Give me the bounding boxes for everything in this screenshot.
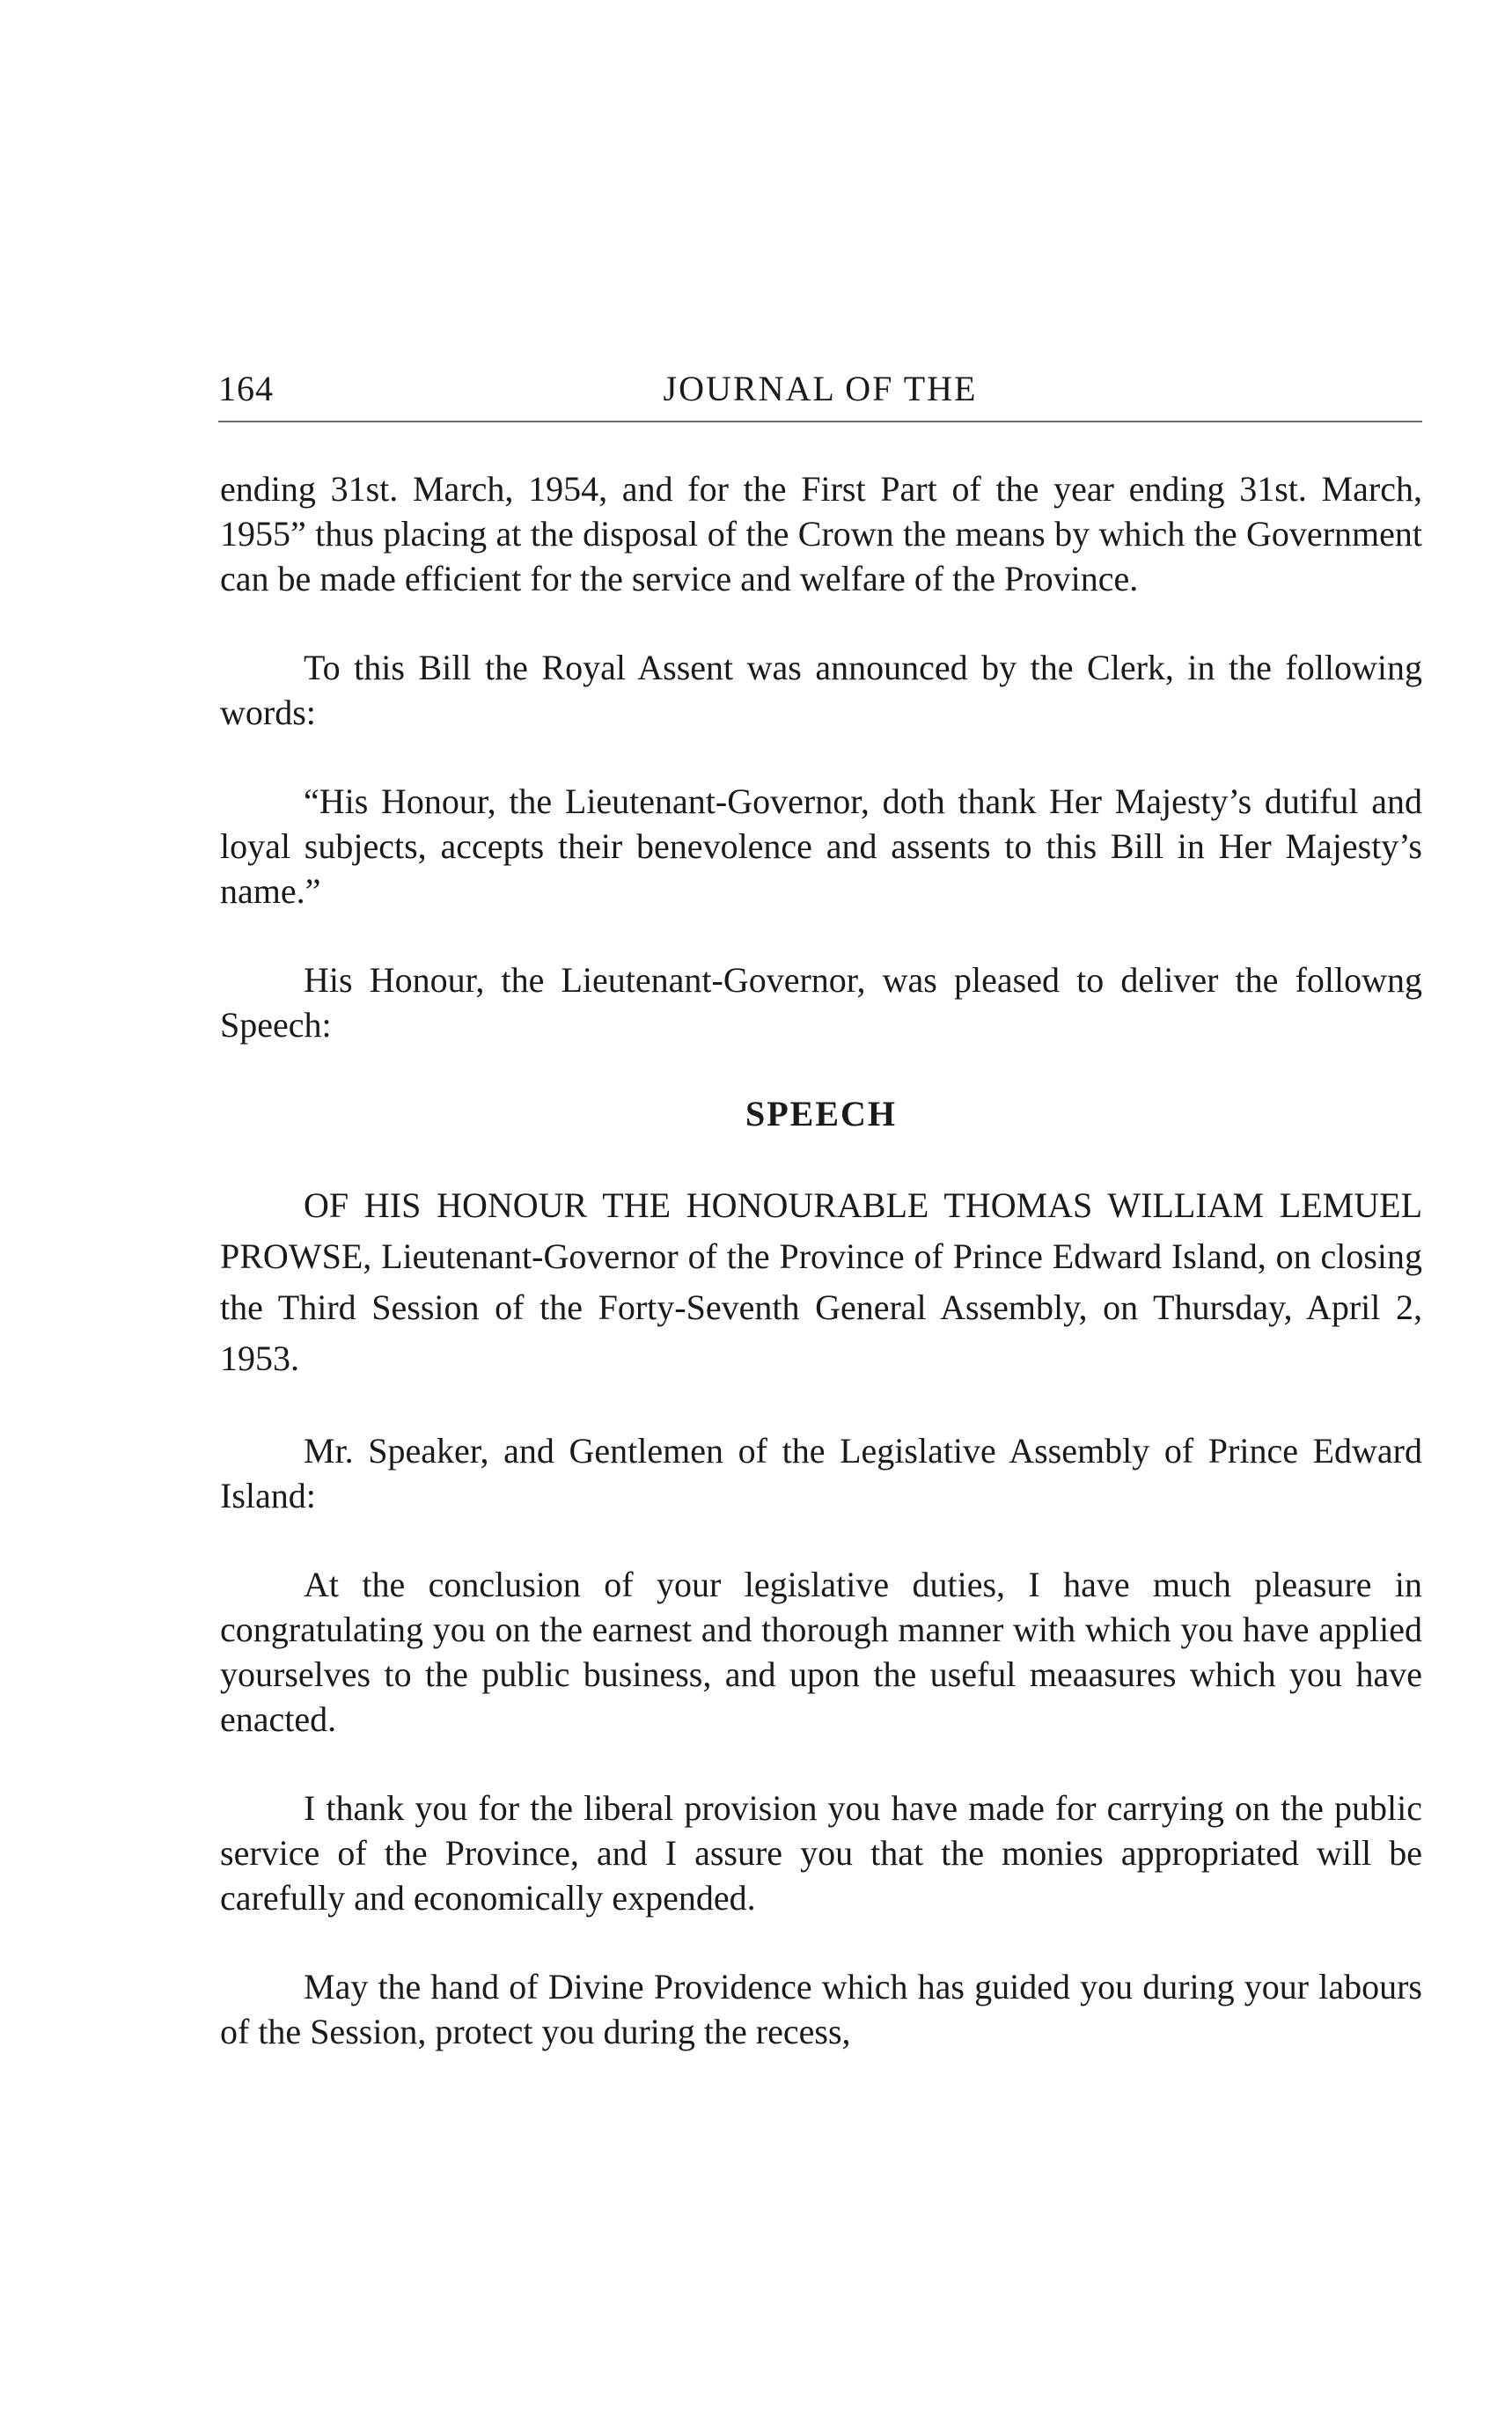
speech-paragraph: I thank you for the liberal provision you have made for carrying on the public service of the Province, and I assure you that the monies appropriated will be carefully and economically expended. bbox=[220, 1788, 1422, 1918]
paragraph-royal-assent: To this Bill the Royal Assent was announced by the Clerk, in the following words: bbox=[220, 648, 1422, 732]
page-header bbox=[218, 363, 1422, 415]
body-text bbox=[220, 466, 1422, 2054]
paragraph-speech-intro: His Honour, the Lieutenant-Governor, was pleased to deliver the followng Speech: bbox=[220, 960, 1422, 1045]
header-rule bbox=[218, 421, 1422, 422]
running-head: JOURNAL OF THE bbox=[663, 369, 978, 408]
paragraph-continued: ending 31st. March, 1954, and for the First Part of the year ending 31st. March, 1955” thus placing at the disposal of the Crown the means by which the Government can be made efficient for the service and welfare of the Province. bbox=[220, 469, 1422, 598]
paragraph-assent-quote: “His Honour, the Lieutenant-Governor, doth thank Her Majesty’s dutiful and loyal subjects, accepts their benevolence and assents to this Bill in Her Majesty’s name.” bbox=[220, 781, 1422, 911]
speech-address: Mr. Speaker, and Gentlemen of the Legislative Assembly of Prince Edward Island: bbox=[220, 1431, 1422, 1515]
speech-paragraph: At the conclusion of your legislative duties, I have much pleasure in congratulating you on the earnest and thorough manner with which you have applied yourselves to the public business, and upon the useful meaasures which you have enacted. bbox=[220, 1565, 1422, 1739]
speech-title: OF HIS HONOUR THE HONOURABLE THOMAS WILLIAM LEMUEL PROWSE, Lieutenant-Governor of the Province of Prince Edward Island, on closing the Third Session of the Forty-Seventh General Assembly, on Thursday, April 2, 1953. bbox=[220, 1185, 1422, 1378]
speech-paragraph: May the hand of Divine Providence which has guided you during your labours of the Session, protect you during the recess, bbox=[220, 1967, 1422, 2051]
page-number: 164 bbox=[218, 369, 274, 408]
speech-heading: SPEECH bbox=[745, 1094, 898, 1133]
